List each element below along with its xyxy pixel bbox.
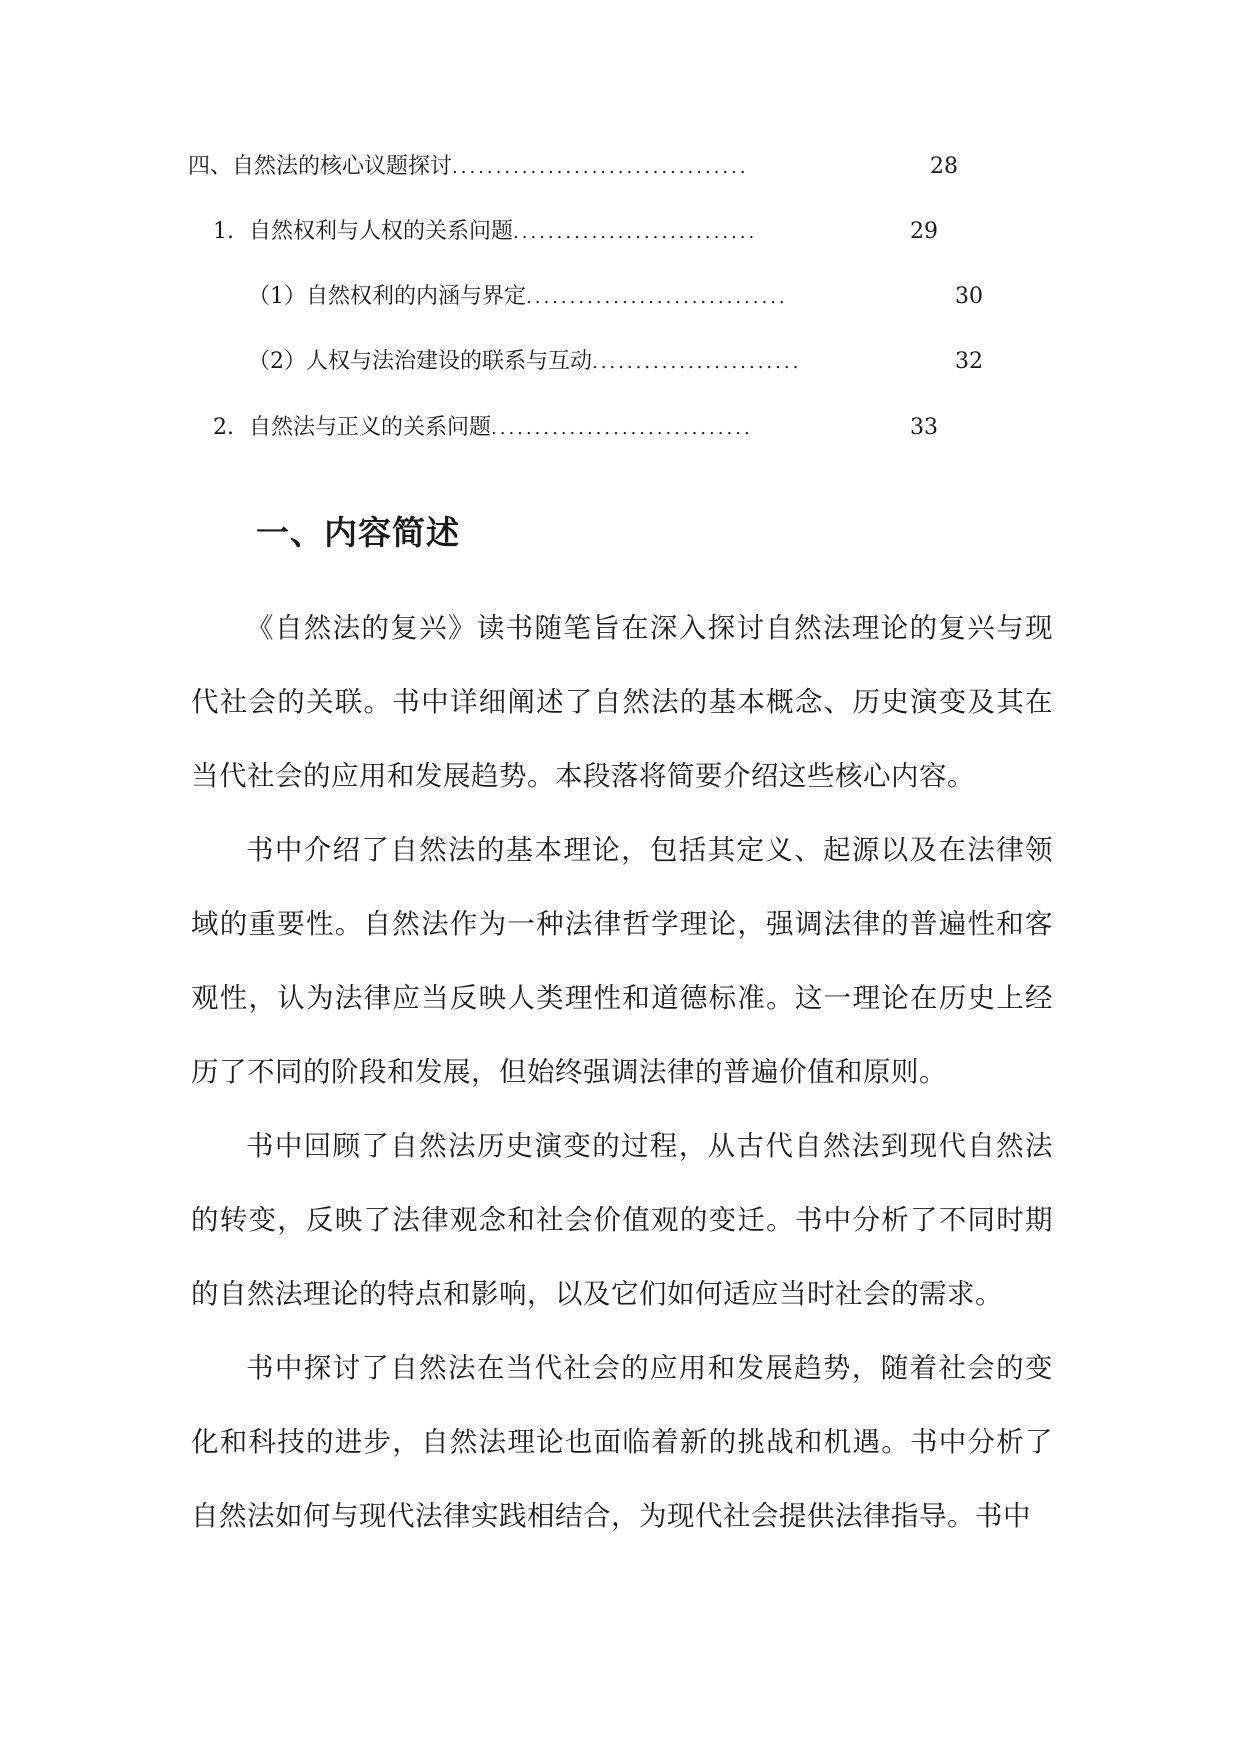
toc-leader-dots: ............................ [513, 222, 758, 243]
toc-entry[interactable] [213, 215, 938, 249]
toc-entry[interactable] [248, 280, 983, 314]
paragraph: 书中介绍了自然法的基本理论，包括其定义、起源以及在法律领域的重要性。自然法作为一种法律哲学理论，强调法律的普遍性和客观性，认为法律应当反映人类理性和道德标准。这一理论在历史上经历了不同的阶段和发展，但始终强调法律的普遍价值和原则。 [191, 834, 1053, 1088]
toc-page-number: 32 [955, 349, 983, 374]
toc-entry-title-wrap [213, 411, 491, 445]
toc-entry[interactable] [213, 411, 938, 445]
toc-entry-title: 自然法与正义的关系问题 [249, 415, 492, 440]
toc-leader-dots: ........................ [592, 352, 802, 373]
toc-leader-dots: .............................. [491, 418, 753, 439]
toc-entry-title: （2）人权与法治建设的联系与互动 [248, 349, 592, 374]
toc-page-number: 29 [910, 219, 938, 244]
toc-page-number: 33 [910, 415, 938, 440]
toc-entry-title: 四、自然法的核心议题探讨 [188, 154, 453, 179]
paragraph: 书中探讨了自然法在当代社会的应用和发展趋势，随着社会的变化和科技的进步，自然法理论也面临着新的挑战和机遇。书中分析了自然法如何与现代法律实践相结合，为现代社会提供法律指导。书中 [191, 1352, 1053, 1532]
body-text [191, 591, 1053, 1553]
toc-leader-dots: .................................. [452, 157, 749, 178]
paragraph: 书中回顾了自然法历史演变的过程，从古代自然法到现代自然法的转变，反映了法律观念和社会价值观的变迁。书中分析了不同时期的自然法理论的特点和影响，以及它们如何适应当时社会的需求。 [191, 1130, 1053, 1310]
toc-entry-number: 2. [213, 415, 234, 440]
toc-leader-dots: .............................. [526, 287, 788, 308]
toc-page-number: 28 [930, 154, 958, 179]
toc-entry[interactable] [188, 150, 958, 184]
toc-entry[interactable] [248, 345, 983, 379]
toc-entry-title: 自然权利与人权的关系问题 [249, 219, 514, 244]
toc-entry-number: 1. [213, 219, 234, 244]
toc-entry-title: （1）自然权利的内涵与界定 [248, 284, 526, 309]
toc-entry-title-wrap [213, 215, 513, 249]
toc-page-number: 30 [955, 284, 983, 309]
section-heading: 一、内容简述 [256, 513, 460, 552]
paragraph: 《自然法的复兴》读书随笔旨在深入探讨自然法理论的复兴与现代社会的关联。书中详细阐述了自然法的基本概念、历史演变及其在当代社会的应用和发展趋势。本段落将简要介绍这些核心内容。 [191, 612, 1053, 792]
